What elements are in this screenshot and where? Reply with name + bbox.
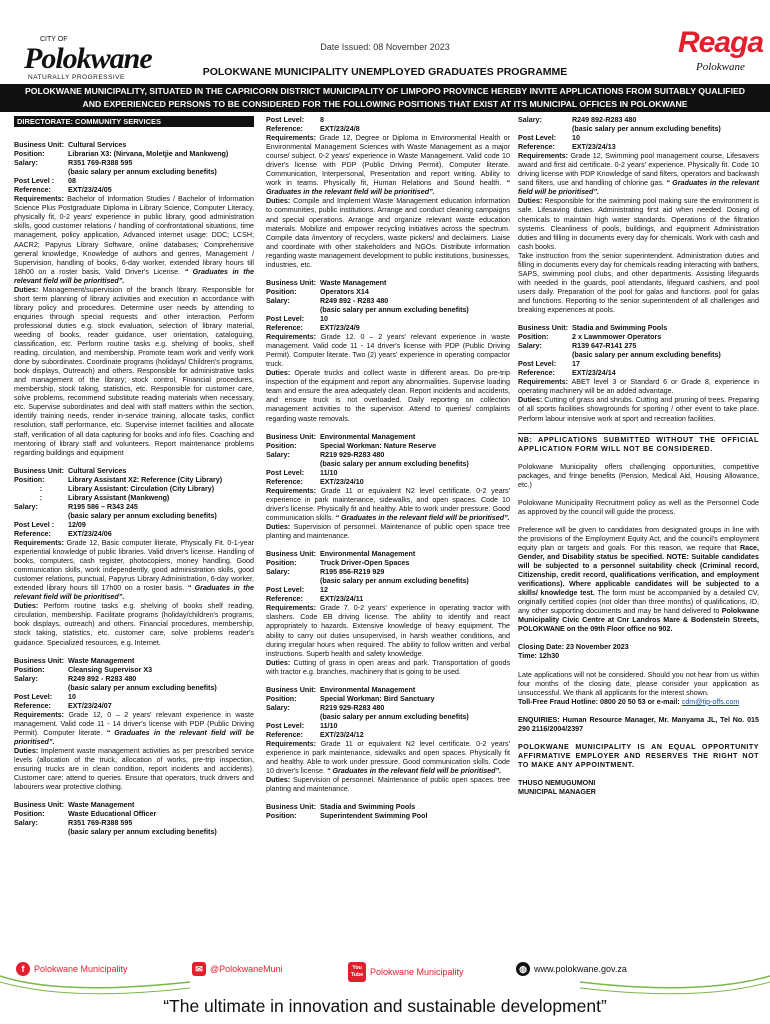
twitter-link[interactable]: ✉ @PolokwaneMuni — [192, 962, 283, 976]
footer — [0, 956, 770, 1024]
job-superintendent-swimming-pool: Business Unit: Stadia and Swimming Pools Position: Superintendent Swimming Pool — [266, 803, 428, 821]
twitter-icon: ✉ — [192, 962, 206, 976]
closing-date: Closing Date: 23 November 2023 — [518, 643, 629, 652]
facebook-link[interactable]: f Polokwane Municipality — [16, 962, 128, 976]
column-3 — [518, 116, 759, 797]
column-2 — [266, 116, 510, 830]
preference-paragraph: Preference will be given to candidates from designated groups in line with the provisions of the Employment Equity Act, and the council's employment equity plan or targets and goals. For this reason, we require that Race, Gender, and Disability status be specified. NOTE: Suitable candidates will be subjected to a personnel suitability check (Criminal record, Citizenship, credit record, qualifications verification, and employment verifications). Where applicable candidates will be subjected to a skills/ knowledge test. The form must be accompanied by a detailed CV, originally certified copies (not older than three months) of qualifications, ID, any other supporting documents and may be hand delivered to Polokwane Municipality Civic Centre at Cnr Landros Mare & Bodenstein Streets, POLOKWANE on the 09th Floor office no 902. — [518, 525, 760, 634]
fraud-email-link[interactable]: cdm@tip-offs.com — [681, 697, 740, 706]
website-link[interactable]: ◍ www.polokwane.gov.za — [516, 962, 627, 976]
globe-icon: ◍ — [516, 962, 530, 976]
job-library-assistant: Business Unit: Cultural Services Position: Library Assistant X2: Reference (City Library) : Library Assistant: Circulation (City Library) : Library Assistant (Mankweng) Salary: R195 586 – R343 245 (basic salary per annum excluding benefits) Post Level : 12/09 Reference: EXT/23/24/06 Requirements: Grade 12, Basic computer literate, Physically Fit. 0-1-year experiential knowledge of public libraries. Valid driver's license. Handling of books, computers, cash register, photocopiers, money handling. Good communication skills, work independently, good administration skills, good customer relations, punctual, Papyrus Library Administration, 6-day worker, extended library hours till 17h00 on a roster basis. “ Graduates in the relevant field will be prioritised”. Duties: Perform routine tasks e.g. shelving of books shelf reading, circulation, membership. Facilitate programs (holiday/children's programs, book displays, outreach) and others. Financial procedures, membership, stock taking, statistics, etc. customer care, solve problems reader's guidance. Specialized resources, e.g. Internet. — [14, 466, 254, 647]
youtube-icon: You Tube — [348, 962, 366, 982]
late-applications: Late applications will not be considered. Should you not hear from us within four months of the closing date, please consider your application as unsuccessful. We thank all applicants for the interest shown. — [518, 670, 759, 697]
job-waste-educational-officer: Business Unit: Waste Management Position: Waste Educational Officer Salary: R351 769-R388 595 (basic salary per annum excluding benefits) — [14, 801, 217, 837]
job-special-workman-nature-reserve: Business Unit: Environmental Management Position: Special Workman: Nature Reserve Salary: R219 929-R283 480 (basic salary per annum excluding benefits) Post Level: 11/10 Reference: EXT/23/24/10 Requirements: Grade 11 or equivalent N2 level certificate. 0-2 years' experience in park maintenance, sidewalks, and open spaces. Code 10 driver's license. Physically fit and healthy. Able to work under pressure. Good communication skills. “ Graduates in the relevant field will be prioritised”. Duties: Supervision of personnel. Maintenance of public open space tree planting and maintenance. — [266, 432, 511, 541]
job-superintendent-swimming-pool-cont: Salary: R249 892-R283 480 (basic salary per annum excluding benefits) Post Level: 10 Reference: EXT/23/24/13 Requirements: Grade 12, Swimming pool management course, Lifesavers award and first aid certificate. 0-2 years' experience. Physically fit. Code 10 driving license with PDP Knowledge of sand filters, operators and backwash sand filters, use and handling of chlorine gas. “ Graduates in the relevant field will be prioritised”. Duties: Responsible for the swimming pool making sure the environment is safe. Lifesaving duties. Administrating first aid when needed. Dosing of chemicals to maintain high water standards. Operations of the filtration systems. Cleanliness of pools, buildings, and equipment Administration duties and filling in documents every day for chemicals. Work with cash and cash books. Take instruction from the senior superintendent. Administration duties and filling in documents every day for chemicals reading interacting with bathers, SAPS, swimming pool clubs, and other departments. Assisting lifeguards with needed in the guards, pool attendants, lifeguard cashiers, and pool users daily. Preparation of the pool for galas and functions. pool for galas and functions. Reporting to the senior superintendent of all challenges and breaking experiences at pools. — [518, 116, 759, 314]
column-1 — [14, 116, 254, 846]
intro-banner: POLOKWANE MUNICIPALITY, SITUATED IN THE CAPRICORN DISTRICT MUNICIPALITY OF LIMPOPO PROVINCE HEREBY INVITE APPLICATIONS FROM SUITABLY QUALIFIED AND EXPERIENCED PERSONS TO BE CONSIDERED FOR THE FOLLOWING POSITIONS THAT EXIST AT ITS MUNICIPAL OFFICES IN POLOKWANE — [0, 84, 770, 112]
directorate-heading: DIRECTORATE: COMMUNITY SERVICES — [14, 116, 254, 127]
job-lawnmower-operators: Business Unit: Stadia and Swimming Pools Position: 2 x Lawnmower Operators Salary: R139 647-R141 275 (basic salary per annum excluding benefits) Post Level: 17 Reference: EXT/23/24/14 Requirements: ABET level 3 or Standard 6 or Grade 8, experience in operating machinery will be an added advantage. Duties: Cutting of grass and shrubs. Cutting and pruning of trees. Preparing of all sports facilities showgrounds for sporting / other event to take place. Perform labour intensive work at sport and recreation facilities. — [518, 324, 759, 423]
page-title: POLOKWANE MUNICIPALITY UNEMPLOYED GRADUATES PROGRAMME — [202, 66, 568, 78]
facebook-icon: f — [16, 962, 30, 976]
nb-notice: NB: APPLICATIONS SUBMITTED WITHOUT THE OFFICIAL APPLICATION FORM WILL NOT BE CONSIDERED. — [518, 433, 759, 454]
policy-paragraph: Polokwane Municipality Recruitment policy as well as the Personnel Code as approved by the council will guide the process. — [518, 498, 759, 516]
job-special-workman-bird-sanctuary: Business Unit: Environmental Management Position: Special Workman: Bird Sanctuary Salary: R219 929-R283 480 (basic salary per annum excluding benefits) Post Level: 11/10 Reference: EXT/23/24/12 Requirements: Grade 11 or equivalent N2 level certificate. 0-2 years' experience in park maintenance, sidewalks and open spaces. Physically fit and healthy. Able to work under pressure. Good communication skills. Code 10 driver's license. “ Graduates in the relevant field will be prioritised”. Duties: Supervision of personnel. Maintenance of public open spaces. tree planting and maintenance. — [266, 685, 510, 794]
enquiries: ENQUIRIES: Human Resource Manager, Mr. Manyama JL, Tel No. 015 290 2116/2004/2397 — [518, 715, 759, 733]
job-operators: Business Unit: Waste Management Position: Operators X14 Salary: R249 892 - R283 480 (basic salary per annum excluding benefits) Post Level: 10 Reference: EXT/23/24/9 Requirements: Grade 12. 0 – 2 years' relevant experience in waste management. Valid code 11 - 14 driver's license with PDP (Public Driving Permit). Computer literate. Two (2) years' experience in operating compactor truck. Duties: Operate trucks and collect waste in different areas. Do pre-trip inspection of the equipment and report any abnormalities. Supervise loading team and ensure the area adequately clean. Report incidents and accidents, and ensure truck is not overloaded. Daily reporting on collection management activities to the supervisor. Attend to queries/ complaints regarding waste removals. — [266, 278, 511, 423]
job-truck-driver: Business Unit: Environmental Management Position: Truck Driver-Open Spaces Salary: R195 856-R219 929 (basic salary per annum excluding benefits) Post Level: 12 Reference: EXT/23/24/11 Requirements: Grade 7. 0-2 years' experience in operating tractor with slashers. Code EB driving license. The ability to identify and react appropriately to hazards. Extensive knowledge of heavy equipment. The ability to carry out duties unsupervised, in harsh weather conditions, and during irregular hours when required. The ability to follow written and verbal instructions. Superb health and safety knowledge. Duties: Cutting of grass in open areas and park. Transportation of goods with tractor e.g. branches, machinery that is going to be used. — [266, 550, 511, 676]
job-librarian: Business Unit: Cultural Services Position: Librarian X3: (Nirvana, Moletjie and Mankweng) Salary: R351 769-R388 595 (basic salary per annum excluding benefits) Post Level : 08 Reference: EXT/23/24/05 Requirements: Bachelor of Information Studies / Bachelor of Information Science Plus Postgraduate Diploma in Library Science, Computer Literacy, physically fit, 0-2 years' experience in public library, good administration skills, good customer relations / handling of confrontational situations, time management, policy application, Advanced internet usage: DDC; LCSH; AACR2; Papyrus Library Software, online databases; Comprehensive general knowledge, Knowledge of authors and genres, Management / Supervision, handling of books, 6-day worker, extended library hours till 18h00 on a roster basis, Valid Driver's License. “ Graduates in the relevant field will be prioritised”. Duties: Management/supervision of the branch library. Responsible for short term planning of library activities and execution in accordance with library policy and procedures. Determine user needs by attending to enquiries through special requests and other interaction. Perform professional duties e.g. stock evaluation, selection of library material, weeding of books, reader guidance, user orientation, cataloguing, classification, etc. Perform routine tasks e.g. shelving of books, shelf reading, circulation, and membership. Promote team work and verify work done by subordinates. Coordinate programs (holidays/ Children's programs, book displays, Outreach) and others. Responsible for administrative tasks and management of the library; stock control, Financial procedures, membership, stock taking, statistics, etc. Responsible for customer care, solve problems, recommend substitute reading materials when necessary, etc. Supervise subordinates and deal with staff matters within the section, identify training needs, render in-service training, allocate tasks, conflict resolution, staff performance, etc. Supervise internet facilities and allocate staff, verification of all data capturing for books and info files. Coaching and mentoring of library staff and volunteers. Report maintenance problems regarding buildings and equipment — [14, 141, 255, 457]
benefits-paragraph: Polokwane Municipality offers challenging opportunities, competitive packages, and fringe benefits (Pension, Medical Aid, Housing Allowance, etc.) — [518, 462, 759, 489]
youtube-link[interactable]: You Tube Polokwane Municipality — [348, 962, 464, 982]
job-cleansing-supervisor: Business Unit: Waste Management Position: Cleansing Supervisor X3 Salary: R249 892 - R283 480 (basic salary per annum excluding benefits) Post Level: 10 Reference: EXT/23/24/07 Requirements: Grade 12, 0 – 2 years' relevant experience in waste management. Valid code 11 - 14 driver's license with PDP (Public Driving Permit). Computer literate. “ Graduates in the relevant field will be prioritised”. Duties: Implement waste management activities as per prescribed service levels (allocation of the truck, allocation of works, pre-trip inspection, ensuring trucks are in clean condition, report incidents and accidents). Customer care: attend to queries. Ensure that operators, truck drivers and labourers wear protective clothing. — [14, 656, 255, 792]
closing-time: Time: 12h30 — [518, 652, 560, 661]
header — [0, 0, 770, 82]
manager-name: THUSO NEMUGUMONI — [518, 778, 596, 787]
fraud-hotline: Toll-Free Fraud Hotline: 0800 20 50 53 or e-mail: — [518, 697, 680, 706]
job-waste-educational-officer-cont: Post Level: 8 Reference: EXT/23/24/8 Requirements: Grade 12, Degree or Diploma in Environmental Health or Environmental Management Sciences with Waste Management as a major course/ subject. 0-2 years' experience in Waste Management. Valid code 10 driver's license with PDP (Public Driving Permit). Computer literate. Communication, Interpersonal, Presentation and report writing. Ability to work in teams. Physically fit, Human Relations and Sound health. “ Graduates in the relevant field will be prioritised”. Duties: Compile and Implement Waste Management education information to communities, public institutions. Arrange and conduct cleaning campaigns and special operations. Arrange and organize relevant waste education materials. Mobilize and empower recycling initiatives across the spectrum. Compile data /inventory of recyclers, waste pickers/ and declaimers. Liaise and coordinate with other stakeholders and NGOs. Distribute information regarding waste management development to public institutions, businesses, industries, etc. — [266, 116, 511, 269]
equal-opportunity: POLOKWANE MUNICIPALITY IS AN EQUAL OPPORTUNITY AFFIRMATIVE EMPLOYER AND RESERVES THE RIGHT NOT TO MAKE ANY APPOINTMENT. — [518, 742, 759, 769]
polokwane-logo: CITY OF Polokwane NATURALLY PROGRESSIVE — [24, 36, 152, 81]
reaga-logo: Reaga Polokwane — [678, 26, 764, 73]
manager-title: MUNICIPAL MANAGER — [518, 788, 596, 796]
slogan: “The ultimate in innovation and sustainable development” — [163, 996, 607, 1016]
date-issued: Date Issued: 08 November 2023 — [320, 42, 450, 52]
